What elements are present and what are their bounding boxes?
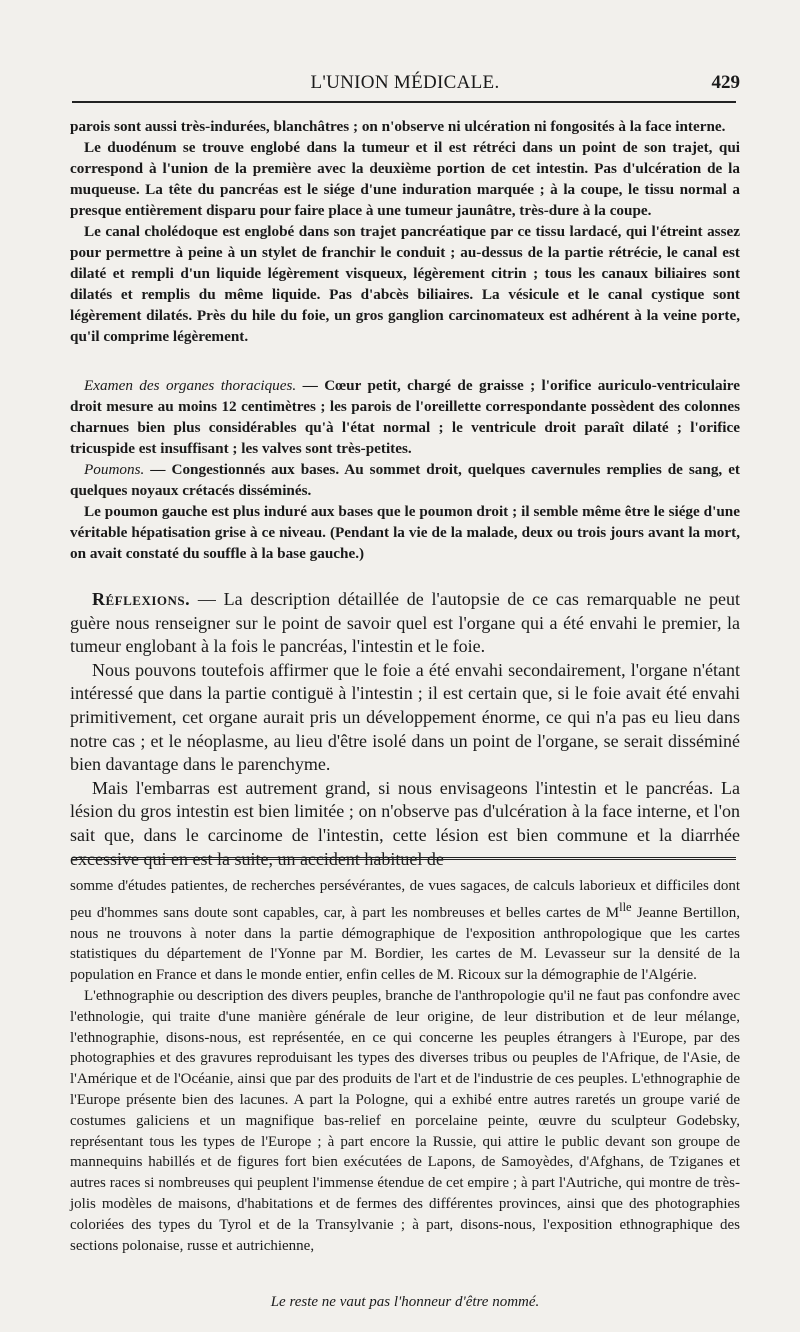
feuilleton-section: [70, 876, 740, 1256]
thorax-text: — Cœur petit, chargé de graisse ; l'orifice auriculo-ventriculaire droit mesure au moins 12 centimètres ; les parois de l'oreillette correspondante possèdent des colonnes charnues bien plus considérables qu'à l'état normal ; le ventricule droit paraît dilaté ; l'orifice tricuspide est insuffisant ; les valves sont très-petites.: [70, 377, 740, 457]
paragraph-lungs: [70, 459, 740, 501]
running-title: L'UNION MÉDICALE.: [310, 72, 500, 93]
reflexions-label: Réflexions.: [92, 589, 191, 609]
demography-text-end: Jeanne Bertillon, nous ne trouvons à noter dans la partie démographique de l'exposition anthropologique que les cartes statistiques du département de l'Yonne par M. Bordier, les cartes de M. Levasseur sur la densité de la population en France et dans le monde entier, enfin celles de M. Ricoux sur la démographie de l'Algérie.: [70, 904, 740, 984]
paragraph-reflexions: [70, 588, 740, 659]
feuilleton-rule: [72, 857, 736, 863]
paragraph-left-lung: Le poumon gauche est plus induré aux bases que le poumon droit ; il semble même être le siége d'une véritable hépatisation grise à ce niveau. (Pendant la vie de la malade, deux ou trois jours avant la mort, on avait constaté du souffle à la base gauche.): [70, 503, 740, 562]
lungs-text: — Congestionnés aux bases. Au sommet droit, quelques cavernules remplies de sang, et quelques noyaux crétacés disséminés.: [70, 461, 740, 499]
paragraph-thorax: [70, 375, 740, 459]
title-superscript: lle: [619, 899, 632, 914]
paragraph-walls: parois sont aussi très-indurées, blanchâtres ; on n'observe ni ulcération ni fongosités à la face interne.: [70, 118, 726, 135]
demography-text-start: somme d'études patientes, de recherches persévérantes, de vues sagaces, de calculs laborieux et difficiles dont peu d'hommes sans doute sont capables, car, à part les nombreuses et belles cartes de M: [70, 878, 740, 921]
lungs-label: Poumons.: [84, 461, 145, 478]
page-number: 429: [711, 72, 740, 93]
thorax-label: Examen des organes thoraciques.: [84, 377, 297, 394]
paragraph-demography: [70, 876, 740, 986]
autopsy-section: [70, 116, 740, 347]
paragraph-liver: Nous pouvons toutefois affirmer que le foie a été envahi secondairement, l'organe n'étant intéressé que dans la partie contiguë à l'intestin ; il est certain que, si le foie avait été envahi primitivement, cet organe aurait pris un développement énorme, ce qui n'a pas eu lieu dans notre cas ; et le néoplasme, au lieu d'être isolé dans un point de l'organe, se serait disséminé bien davantage dans le parenchyme.: [70, 659, 740, 775]
reflexions-section: [70, 588, 740, 871]
paragraph-intestine: Mais l'embarras est autrement grand, si nous envisageons l'intestin et le pancréas. La lésion du gros intestin est bien limitée ; on n'observe pas d'ulcération à la face interne, et l'on sait que, dans le carcinome de l'intestin, cette lésion est bien commune et la diarrhée excessive qui en est la suite, un accident habituel de: [70, 777, 740, 869]
paragraph-bile-duct: Le canal cholédoque est englobé dans son trajet pancréatique par ce tissu lardacé, qui l'étreint assez pour permettre à peine à un stylet de franchir le conduit ; au-dessus de la partie rétrécie, le canal est dilaté et rempli d'un liquide légèrement visqueux, légèrement citrin ; tous les canaux biliaires sont dilatés et remplis du même liquide. Pas d'abcès biliaires. La vésicule et le canal cystique sont légèrement dilatés. Près du hile du foie, un gros ganglion carcinomateux est adhérent à la veine porte, qu'il comprime légèrement.: [70, 223, 740, 345]
paragraph-ethnography: L'ethnographie ou description des divers peuples, branche de l'anthropologie qu'il ne faut pas confondre avec l'ethnologie, qui traite d'une manière générale de leur origine, de leur distribution et de leur mélange, l'ethnographie, disons-nous, est représentée, en ce qui concerne les peuples étrangers à l'Europe, par des photographies et des gravures reproduisant les types des diverses tribus ou peuples de l'Afrique, de l'Asie, de l'Amérique et de l'Océanie, ainsi que par des produits de l'art et de l'industrie de ces peuples. L'ethnographie de l'Europe présente bien des lacunes. A part la Pologne, qui a exhibé entre autres raretés un groupe varié de costumes galiciens et un magnifique bas-relief en porcelaine peinte, œuvre du sculpteur Godebsky, représentant tous les types de l'Europe ; à part encore la Russie, qui attire le public devant son groupe de mannequins habillés et de figures fort bien exécutées de Lapons, de Samoyèdes, d'Afghans, de Tziganes et autres races si nombreuses qui peuplent l'immense étendue de cet empire ; à part l'Autriche, qui montre de très-jolis modèles de maisons, d'habitations et de fermes des différentes provinces, ainsi que des photographies coloriées des types du Tyrol et de la Transylvanie ; à part, disons-nous, l'exposition ethnographique des sections polonaise, russe et autrichienne,: [70, 987, 740, 1254]
paragraph-duodenum: Le duodénum se trouve englobé dans la tumeur et il est rétréci dans un point de son trajet, qui correspond à l'union de la première avec la deuxième portion de cet intestin. Pas d'ulcération de la muqueuse. La tête du pancréas est le siége d'une induration marquée ; à la coupe, le tissu normal a presque entièrement disparu pour faire place à une tumeur jaunâtre, très-dure à la coupe.: [70, 139, 740, 219]
closing-line: Le reste ne vaut pas l'honneur d'être nommé.: [270, 1294, 540, 1310]
page-header: [70, 70, 740, 98]
reflexions-text: — La description détaillée de l'autopsie de ce cas remarquable ne peut guère nous renseigner sur le point de savoir quel est l'organe qui a été envahi le premier, la tumeur englobant à la fois le pancréas, l'intestin et le foie.: [70, 589, 740, 657]
lungs-section: [70, 459, 740, 564]
thorax-section: [70, 375, 740, 459]
header-rule: [72, 101, 736, 103]
